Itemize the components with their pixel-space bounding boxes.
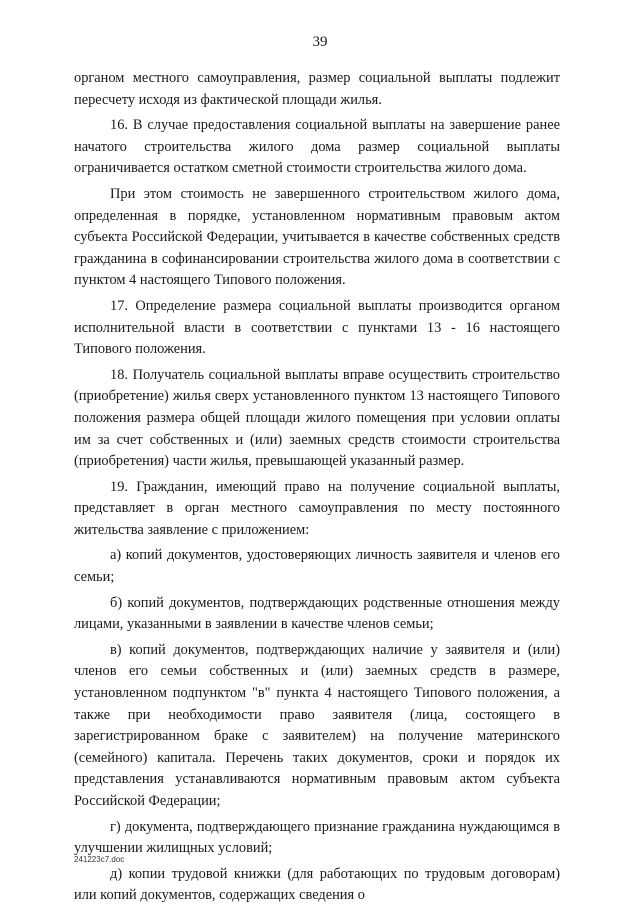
paragraph-19-v: в) копий документов, подтверждающих наличие у заявителя и (или) членов его семьи собственных и (или) заемных средств в размере, установленном подпунктом "в" пункта 4 настоящего Типового положения, а также при необходимости право заявителя (лица, состоящего в зарегистрированном браке с заявителем) на получение материнского (семейного) капитала. Перечень таких документов, сроки и порядок их представления устанавливаются нормативным правовым актом субъекта Российской Федерации; — [74, 641, 560, 809]
document-body — [74, 68, 560, 911]
paragraph-16-note: При этом стоимость не завершенного строительством жилого дома, определенная в порядке, установленном нормативным правовым актом субъекта Российской Федерации, учитывается в качестве собственных средств гражданина в софинансировании строительства жилого дома в соответствии с пунктом 4 настоящего Типового положения. — [74, 185, 560, 289]
paragraph-17: 17. Определение размера социальной выплаты производится органом исполнительной власти в соответствии с пунктами 13 - 16 настоящего Типового положения. — [74, 297, 560, 358]
paragraph-19-b: б) копий документов, подтверждающих родственные отношения между лицами, указанными в заявлении в качестве членов семьи; — [74, 594, 560, 633]
paragraph-continuation: органом местного самоуправления, размер социальной выплаты подлежит пересчету исходя из фактической площади жилья. — [74, 70, 560, 108]
footer-filename: 241223c7.doc — [74, 855, 125, 864]
paragraph-19-g: г) документа, подтверждающего признание гражданина нуждающимся в улучшении жилищных условий; — [74, 818, 560, 857]
page-number: 39 — [312, 34, 328, 50]
paragraph-19-a: а) копий документов, удостоверяющих личность заявителя и членов его семьи; — [74, 547, 560, 586]
paragraph-18: 18. Получатель социальной выплаты вправе осуществить строительство (приобретение) жилья сверх установленного пунктом 13 настоящего Типового положения размера общей площади жилого помещения при условии оплаты им за счет собственных и (или) заемных средств стоимости строительства (приобретения) части жилья, превышающей указанный размер. — [74, 366, 560, 470]
paragraph-19: 19. Гражданин, имеющий право на получение социальной выплаты, представляет в орган местного самоуправления по месту постоянного жительства заявление с приложением: — [74, 478, 560, 538]
paragraph-16: 16. В случае предоставления социальной выплаты на завершение ранее начатого строительства жилого дома размер социальной выплаты ограничивается остатком сметной стоимости строительства жилого дома. — [74, 117, 560, 177]
paragraph-19-d: д) копии трудовой книжки (для работающих по трудовым договорам) или копий документов, содержащих сведения о — [74, 865, 560, 904]
